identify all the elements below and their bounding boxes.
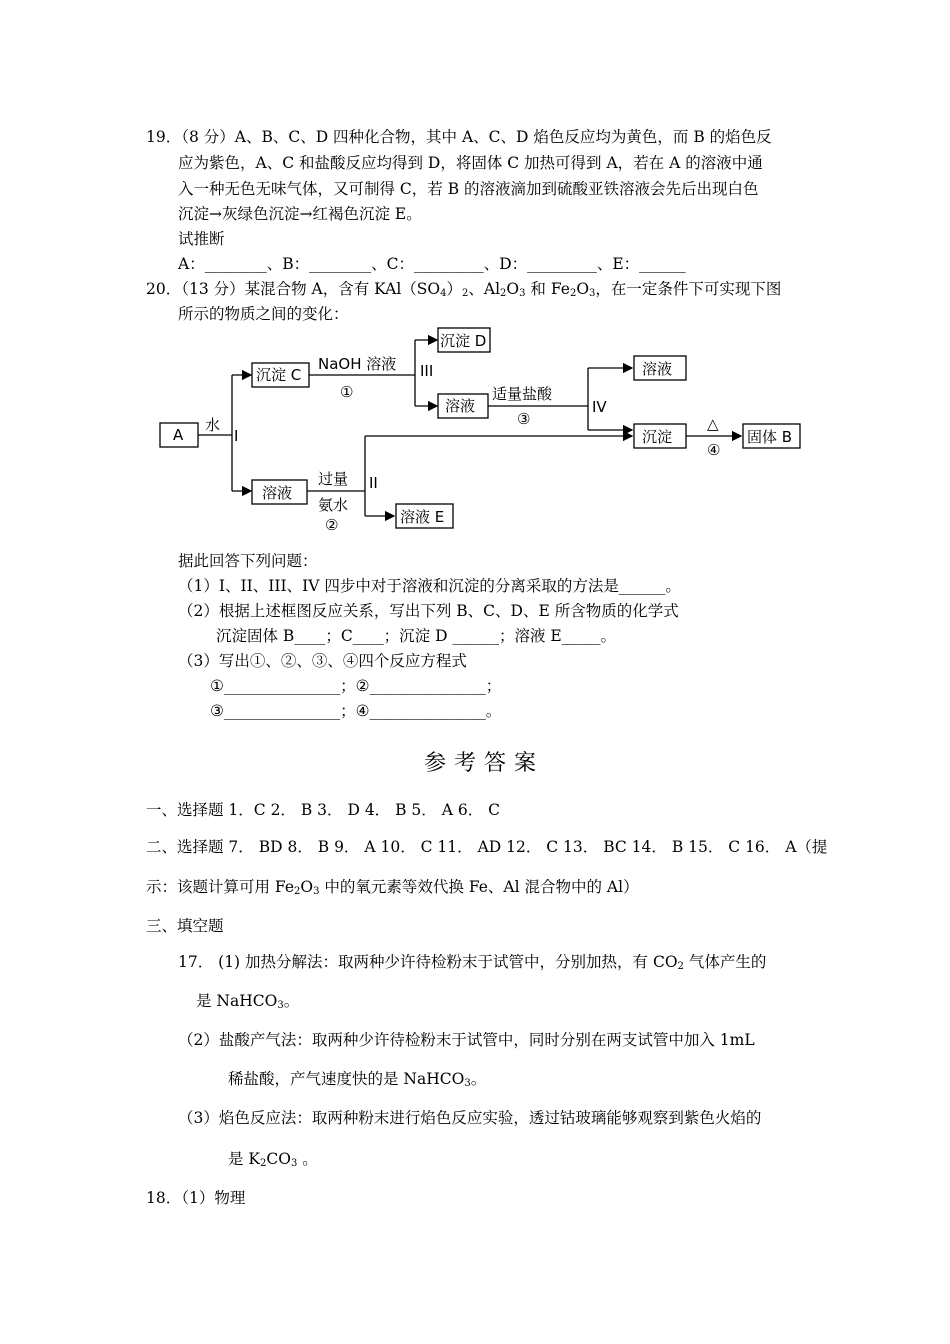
q20-part-2-blanks: 沉淀固体 B____；C____；沉淀 D ______；溶液 E_____。	[216, 627, 616, 645]
q20-part-2: （2）根据上述框图反应关系，写出下列 B、C、D、E 所含物质的化学式	[178, 602, 679, 620]
answers-section-1: 一、选择题 1．C 2． B 3． D 4． B 5． A 6． C	[146, 801, 500, 819]
label-reaction-3: ③	[517, 410, 531, 428]
answer-17-1-cont: 是 NaHCO$_3$。	[196, 992, 300, 1011]
label-water: 水	[205, 416, 221, 434]
label-step-i: I	[234, 427, 239, 445]
label-step-ii: II	[369, 474, 378, 492]
label-reaction-1: ①	[340, 383, 354, 401]
box-solution-iv-label: 溶液	[642, 360, 673, 378]
box-a-label: A	[173, 426, 184, 444]
label-reaction-2: ②	[325, 516, 339, 534]
label-reaction-4: ④	[707, 441, 721, 459]
q20-line-1: 20．（13 分）某混合物 A，含有 $KAl(SO_4)_2$、$Al_2O_3$ 和 $Fe_2O_3$，在一定条件下可实现下图	[146, 280, 782, 299]
box-precipitate-c-label: 沉淀 C	[256, 366, 302, 384]
q20-prompt: 据此回答下列问题：	[178, 552, 318, 570]
q19-line-4: 沉淀→灰绿色沉淀→红褐色沉淀 E。	[178, 205, 422, 223]
label-heat: △	[707, 415, 719, 433]
reaction-flow-diagram	[150, 320, 830, 540]
label-ammonia: 氨水	[318, 496, 349, 514]
box-solution-naoh-label: 溶液	[445, 397, 476, 415]
q19-line-2: 应为紫色，A、C 和盐酸反应均得到 D，将固体 C 加热可得到 A，若在 A 的溶液中通	[178, 154, 763, 172]
q20-part-1: （1）I、II、III、IV 四步中对于溶液和沉淀的分离采取的方法是______。	[178, 577, 681, 595]
q20-part-3-blanks-1: ①_______________；②_______________；	[210, 677, 502, 695]
answer-17-2: （2）盐酸产气法：取两种少许待检粉末于试管中，同时分别在两支试管中加入 1mL	[178, 1031, 755, 1049]
answer-17-3: （3）焰色反应法：取两种粉末进行焰色反应实验，透过钴玻璃能够观察到紫色火焰的	[178, 1109, 762, 1127]
answers-section-2: 二、选择题 7． BD 8． B 9． A 10． C 11． AD 12． C 13． BC 14． B 15． C 16． A（提	[146, 838, 828, 856]
answers-section-2-hint: 示：该题计算可用 $Fe_2O_3$ 中的氧元素等效代换 Fe、Al 混合物中的 Al）	[146, 878, 639, 897]
q20-part-3-blanks-2: ③_______________；④_______________。	[210, 702, 502, 720]
q19-line-5: 试推断	[178, 230, 225, 248]
q20-line-2: 所示的物质之间的变化：	[178, 305, 349, 323]
q19-answer-blanks: A：________、B：________、C：_________、D：_________、E：______	[178, 255, 686, 273]
answer-17-3-cont: 是 $K_2CO_3$ 。	[228, 1150, 318, 1169]
answer-17-2-cont: 稀盐酸，产气速度快的是 NaHCO$_3$。	[228, 1070, 487, 1089]
box-solution-e-label: 溶液 E	[400, 508, 445, 526]
box-solution-water-label: 溶液	[262, 484, 293, 502]
box-precipitate-label: 沉淀	[642, 428, 673, 446]
label-hcl: 适量盐酸	[492, 385, 553, 403]
box-solid-b-label: 固体 B	[747, 428, 793, 446]
label-step-iii: III	[420, 362, 434, 380]
answers-title: 参考答案	[424, 751, 545, 776]
q20-part-3: （3）写出①、②、③、④四个反应方程式	[178, 652, 467, 670]
label-step-iv: IV	[592, 398, 607, 416]
q19-line-1: 19．（8 分）A、B、C、D 四种化合物，其中 A、C、D 焰色反应均为黄色，而 B 的焰色反	[146, 128, 772, 146]
answer-18: 18．（1）物理	[146, 1189, 246, 1207]
answer-17-1: 17． (1) 加热分解法：取两种少许待检粉末于试管中，分别加热，有 $CO_2$ 气体产生的	[178, 953, 767, 972]
q19-line-3: 入一种无色无味气体，又可制得 C，若 B 的溶液滴加到硫酸亚铁溶液会先后出现白色	[178, 180, 759, 198]
box-precipitate-d-label: 沉淀 D	[440, 332, 487, 350]
label-naoh: NaOH 溶液	[318, 355, 397, 373]
label-excess: 过量	[318, 470, 349, 488]
answers-section-3: 三、填空题	[146, 917, 224, 935]
